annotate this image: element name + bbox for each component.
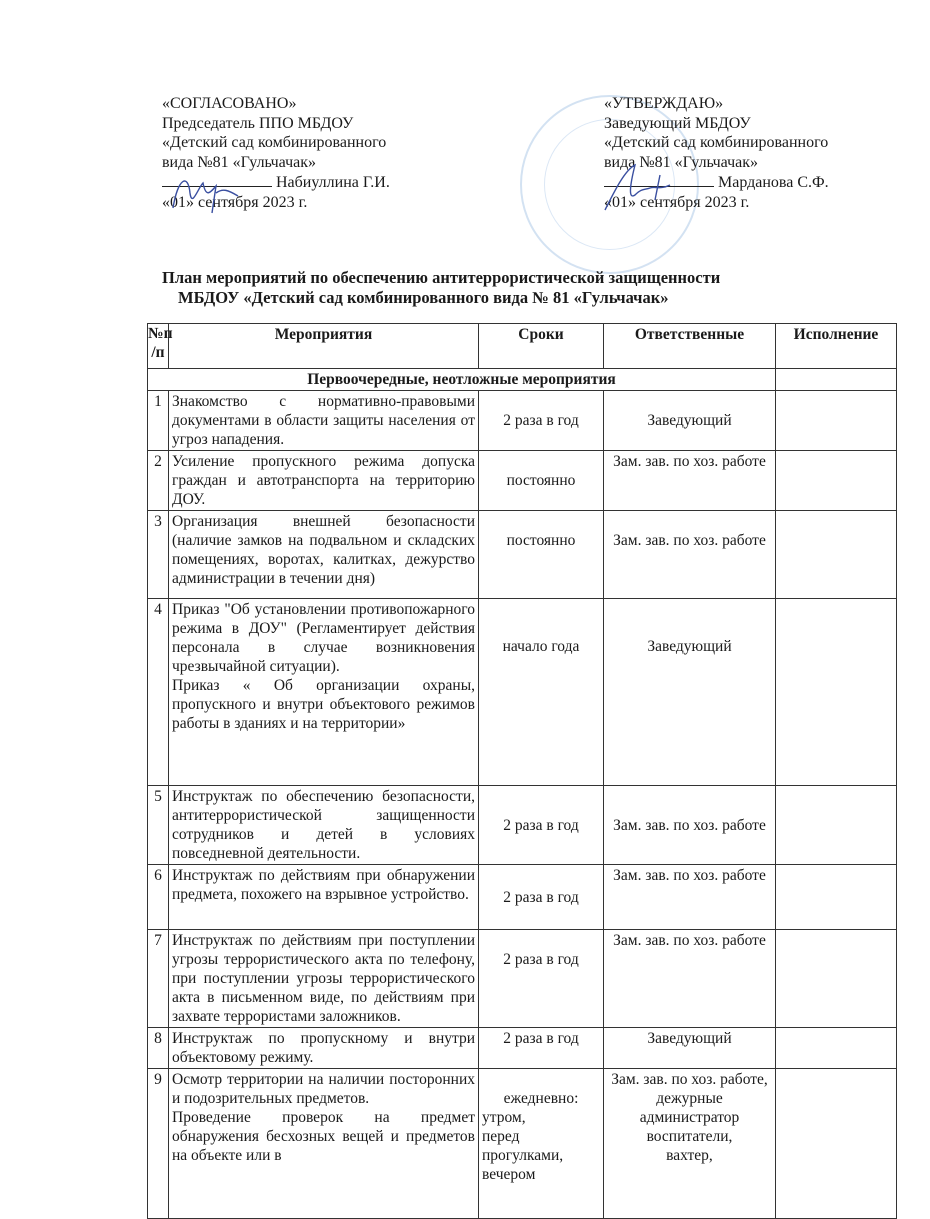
row-execution [776,599,897,786]
row-activity: Усиление пропускного режима допуска граждан и автотранспорта на территорию ДОУ. [169,451,479,511]
approval-org: «Детский сад комбинированного [604,134,829,151]
row-term: 2 раза в год [479,786,604,865]
table-row [148,451,897,511]
row-execution [776,786,897,865]
row-execution [776,1069,897,1219]
header-term: Сроки [479,324,604,369]
approval-org: вида №81 «Гульчачак» [162,153,317,171]
row-activity: Инструктаж по действиям при обнаружении предмета, похожего на взрывное устройство. [169,865,479,930]
row-number: 5 [148,786,169,865]
document-title [162,268,720,308]
row-term: 2 раза в год [479,391,604,451]
term-times: утром, перед прогулками, вечером [482,1109,564,1183]
approval-heading: «УТВЕРЖДАЮ» [604,95,724,112]
row-activity: Знакомство с нормативно-правовыми документами в области защиты населения от угроз нападения. [169,391,479,451]
row-activity: Организация внешней безопасности (наличие замков на подвальном и складских помещениях, воротах, калитках, дежурство администрации в течении дня) [169,511,479,599]
execution-cell [776,369,897,391]
header-activity: Мероприятия [169,324,479,369]
row-execution [776,930,897,1028]
signature-left [168,168,248,223]
approval-heading: «СОГЛАСОВАНО» [162,95,297,112]
activities-table [147,323,897,1219]
table-row [148,930,897,1028]
signature-right [600,160,690,220]
header-number: №п /п [148,324,169,369]
row-term: 2 раза в год [479,930,604,1028]
row-term: постоянно [479,511,604,599]
row-term: постоянно [479,451,604,511]
row-responsible: Зам. зав. по хоз. работе [604,865,776,930]
section-row [148,369,897,391]
row-responsible: Заведующий [604,1028,776,1069]
row-responsible: Зам. зав. по хоз. работе [604,451,776,511]
term-heading: ежедневно: [503,1090,579,1107]
row-activity: Осмотр территории на наличии посторонних и подозрительных предметов. Проведение проверок на предмет обнаружения бесхозных вещей и предметов на объекте или в [169,1069,479,1219]
table-row [148,511,897,599]
row-number: 3 [148,511,169,599]
table-row [148,865,897,930]
approval-position: Председатель ППО МБДОУ [162,114,354,132]
row-responsible: Зам. зав. по хоз. работе, дежурные администратор воспитатели, вахтер, [604,1069,776,1219]
row-activity: Инструктаж по пропускному и внутри объектовому режиму. [169,1028,479,1069]
table-row [148,599,897,786]
row-number: 8 [148,1028,169,1069]
table-row [148,1028,897,1069]
row-responsible: Заведующий [604,391,776,451]
table-row [148,391,897,451]
row-execution [776,511,897,599]
approval-org: вида №81 «Гульчачак» [604,153,759,171]
row-execution [776,391,897,451]
table-header-row [148,324,897,369]
row-term: 2 раза в год [479,865,604,930]
signer-name: Набиуллина Г.И. [276,174,390,191]
row-responsible: Заведующий [604,599,776,786]
table-row [148,786,897,865]
row-number: 4 [148,599,169,786]
row-term [479,1069,604,1219]
row-activity: Инструктаж по обеспечению безопасности, антитеррористической защищенности сотрудников и детей в условиях повседневной деятельности. [169,786,479,865]
row-execution [776,1028,897,1069]
section-title: Первоочередные, неотложные мероприятия [148,369,776,391]
row-responsible: Зам. зав. по хоз. работе [604,786,776,865]
row-activity: Приказ "Об установлении противопожарного режима в ДОУ" (Регламентирует действия персонала в случае возникновения чрезвычайной ситуации). Приказ « Об организации охраны, пропускного и внутри объектового режимов работы в зданиях и на территории» [169,599,479,786]
row-number: 2 [148,451,169,511]
row-responsible: Зам. зав. по хоз. работе [604,930,776,1028]
approval-date: «01» сентября 2023 г. [604,193,750,211]
row-execution [776,451,897,511]
row-responsible: Зам. зав. по хоз. работе [604,511,776,599]
header-responsible: Ответственные [604,324,776,369]
approval-org: «Детский сад комбинированного [162,134,387,151]
header-execution: Исполнение [776,324,897,369]
signer-name: Марданова С.Ф. [718,174,829,191]
approval-date: «01» сентября 2023 г. [162,193,308,211]
row-activity: Инструктаж по действиям при поступлении угрозы террористического акта по телефону, при поступлении угрозы террористического акта в письменном виде, по действиям при захвате террористами заложников. [169,930,479,1028]
title-line: План мероприятий по обеспечению антитеррористической защищенности [162,268,721,287]
row-term: 2 раза в год [479,1028,604,1069]
approval-position: Заведующий МБДОУ [604,114,751,132]
title-line: МБДОУ «Детский сад комбинированного вида № 81 «Гульчачак» [178,288,669,307]
row-execution [776,865,897,930]
table-row [148,1069,897,1219]
row-term: начало года [479,599,604,786]
row-number: 9 [148,1069,169,1219]
row-number: 1 [148,391,169,451]
row-number: 6 [148,865,169,930]
row-number: 7 [148,930,169,1028]
